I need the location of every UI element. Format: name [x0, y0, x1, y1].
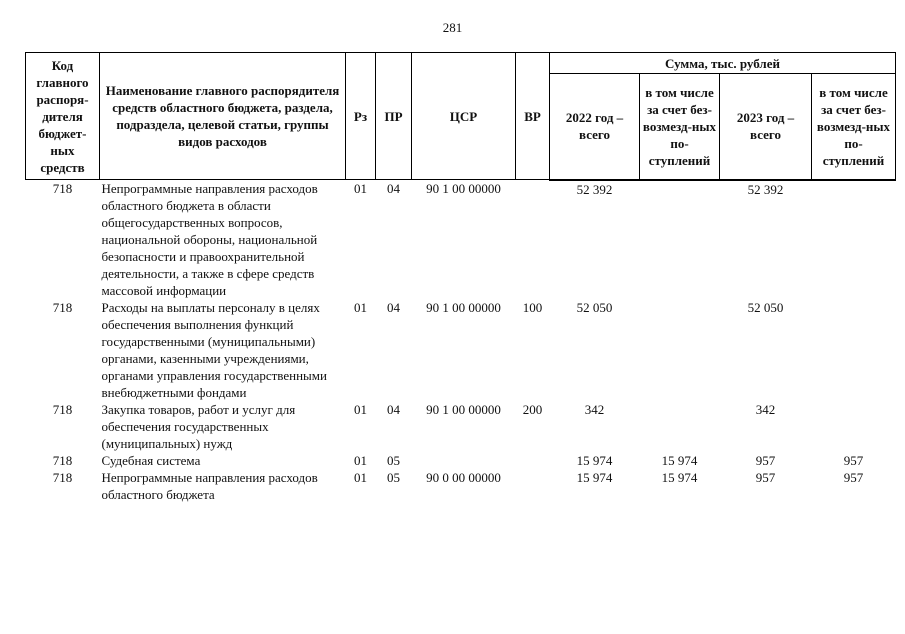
header-sum: Сумма, тыс. рублей — [550, 53, 896, 74]
cell-csr: 90 1 00 00000 — [426, 181, 501, 196]
header-pr: ПР — [376, 53, 412, 180]
page-number: 281 — [442, 20, 463, 35]
cell-vr — [516, 180, 550, 300]
cell-pr: 05 — [387, 453, 400, 468]
cell-pr: 04 — [387, 181, 400, 196]
cell-vr — [516, 452, 550, 469]
cell-csr: 90 0 00 00000 — [426, 470, 501, 485]
table-row — [26, 299, 896, 401]
cell-2023-free: 957 — [843, 470, 864, 485]
cell-2023-total: 342 — [755, 402, 776, 417]
cell-code: 718 — [52, 453, 73, 468]
header-name: Наименование главного распорядителя средств областного бюджета, раздела, подраздела, целевой статьи, группы видов расходов — [100, 53, 346, 180]
cell-code: 718 — [52, 402, 73, 417]
table-body — [26, 180, 896, 504]
cell-2022-total: 342 — [584, 402, 605, 417]
cell-pr: 05 — [387, 470, 400, 485]
cell-csr: 90 1 00 00000 — [426, 402, 501, 417]
cell-csr — [412, 452, 516, 469]
cell-2023-total: 957 — [755, 453, 776, 468]
cell-rz: 01 — [354, 470, 367, 485]
cell-2023-free — [812, 180, 896, 300]
cell-name: Непрограммные направления расходов областного бюджета в области общегосударственных вопросов, национальной обороны, национальной безопасности и правоохранительной деятельности, а также в сфере средств массовой информации — [101, 181, 318, 298]
cell-vr: 100 — [522, 300, 543, 315]
cell-code: 718 — [52, 470, 73, 485]
cell-2023-total: 957 — [755, 470, 776, 485]
cell-vr: 200 — [522, 402, 543, 417]
cell-2022-total: 15 974 — [576, 470, 613, 485]
cell-name: Расходы на выплаты персоналу в целях обеспечения выполнения функций государственными (муниципальными) органами, казенными учреждениями, органами управления государственными внебюджетными фондами — [101, 300, 327, 400]
cell-rz: 01 — [354, 402, 367, 417]
cell-2022-free: 15 974 — [661, 453, 698, 468]
cell-2023-free — [812, 299, 896, 401]
cell-pr: 04 — [387, 402, 400, 417]
header-rz: Рз — [346, 53, 376, 180]
cell-2023-free: 957 — [843, 453, 864, 468]
cell-2022-free — [640, 180, 720, 300]
cell-2023-total: 52 392 — [747, 181, 784, 197]
table-header — [26, 53, 896, 180]
cell-rz: 01 — [354, 181, 367, 196]
header-2023-total: 2023 год – всего — [720, 74, 812, 180]
header-2023-free: в том числе за счет без-возмезд-ных по-ступлений — [812, 74, 896, 180]
cell-2022-total: 52 392 — [576, 181, 613, 197]
cell-2022-free — [640, 401, 720, 452]
table-row — [26, 469, 896, 503]
cell-2022-total: 52 050 — [576, 300, 613, 315]
cell-rz: 01 — [354, 453, 367, 468]
cell-code: 718 — [52, 181, 73, 196]
header-code: Код главного распоря-дителя бюджет-ных средств — [26, 53, 100, 180]
cell-pr: 04 — [387, 300, 400, 315]
header-vr: ВР — [516, 53, 550, 180]
header-2022-free: в том числе за счет без-возмезд-ных по-ступлений — [640, 74, 720, 180]
cell-rz: 01 — [354, 300, 367, 315]
header-2022-total: 2022 год – всего — [550, 74, 640, 180]
cell-vr — [516, 469, 550, 503]
budget-table — [25, 52, 896, 503]
cell-2022-free: 15 974 — [661, 470, 698, 485]
cell-2023-total: 52 050 — [747, 300, 784, 315]
table-row — [26, 401, 896, 452]
table-row — [26, 180, 896, 300]
table-row — [26, 452, 896, 469]
cell-2023-free — [812, 401, 896, 452]
cell-name: Непрограммные направления расходов областного бюджета — [101, 470, 318, 502]
header-csr: ЦСР — [412, 53, 516, 180]
cell-csr: 90 1 00 00000 — [426, 300, 501, 315]
cell-2022-free — [640, 299, 720, 401]
cell-code: 718 — [52, 300, 73, 315]
cell-name: Судебная система — [101, 453, 201, 468]
cell-2022-total: 15 974 — [576, 453, 613, 468]
cell-name: Закупка товаров, работ и услуг для обеспечения государственных (муниципальных) нужд — [101, 402, 296, 451]
